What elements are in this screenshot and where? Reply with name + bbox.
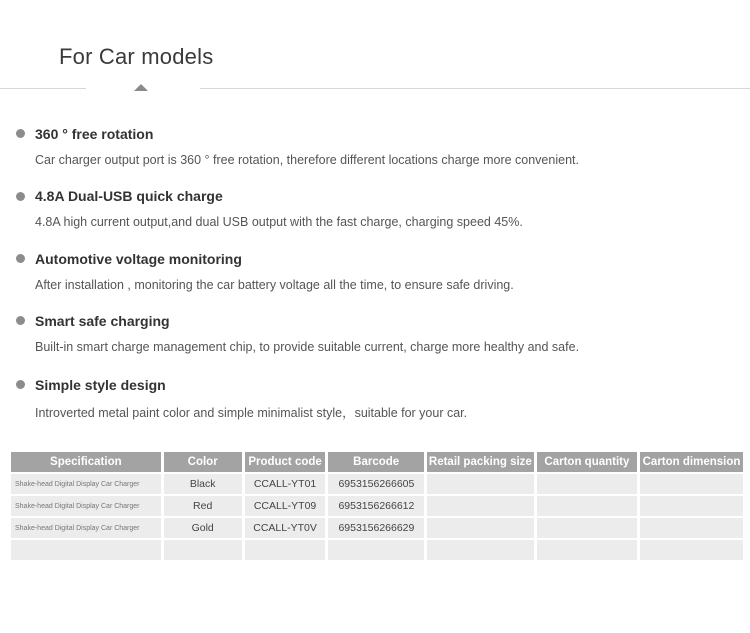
header-color: Color	[164, 452, 242, 472]
header-retail-packing-size: Retail packing size	[427, 452, 534, 472]
cell-barcode: 6953156266612	[328, 496, 423, 516]
feature-title: Smart safe charging	[35, 313, 170, 329]
section-title: For Car models	[59, 44, 214, 69]
cell-dim	[640, 518, 743, 538]
feature-description: 4.8A high current output,and dual USB output with the fast charge, charging speed 45%.	[35, 215, 523, 229]
cell-spec: Shake-head Digital Display Car Charger	[11, 496, 161, 516]
cell-code: CCALL-YT01	[245, 474, 326, 494]
cell-retail	[427, 474, 534, 494]
caret-up-icon	[134, 84, 148, 91]
feature-description: Built-in smart charge management chip, to provide suitable current, charge more healthy and safe.	[35, 340, 580, 354]
feature-description: Introverted metal paint color and simple minimalist style，suitable for your car.	[35, 406, 468, 420]
cell-dim	[640, 474, 743, 494]
spec-table	[8, 450, 746, 562]
section-divider-left	[0, 88, 86, 89]
header-carton-quantity: Carton quantity	[537, 452, 637, 472]
bullet-icon	[16, 129, 25, 138]
bullet-icon	[16, 192, 25, 201]
cell-barcode: 6953156266605	[328, 474, 423, 494]
table-row	[11, 474, 743, 494]
cell-qty	[537, 540, 637, 560]
feature-description: After installation , monitoring the car battery voltage all the time, to ensure safe driving.	[35, 278, 514, 292]
cell-code	[245, 540, 326, 560]
cell-code: CCALL-YT0V	[245, 518, 326, 538]
table-row	[11, 496, 743, 516]
feature-title: 4.8A Dual-USB quick charge	[35, 188, 223, 204]
cell-dim	[640, 540, 743, 560]
bullet-icon	[16, 380, 25, 389]
bullet-icon	[16, 254, 25, 263]
cell-code: CCALL-YT09	[245, 496, 326, 516]
cell-retail	[427, 540, 534, 560]
cell-color: Black	[164, 474, 242, 494]
cell-spec: Shake-head Digital Display Car Charger	[11, 518, 161, 538]
cell-qty	[537, 518, 637, 538]
section-divider-right	[200, 88, 750, 89]
feature-description: Car charger output port is 360 ° free rotation, therefore different locations charge more convenient.	[35, 153, 579, 167]
table-header-row	[11, 452, 743, 472]
feature-title: 360 ° free rotation	[35, 126, 154, 142]
cell-color: Gold	[164, 518, 242, 538]
feature-title: Automotive voltage monitoring	[35, 251, 242, 267]
table-row	[11, 540, 743, 560]
cell-qty	[537, 496, 637, 516]
header-specification: Specification	[11, 452, 161, 472]
cell-qty	[537, 474, 637, 494]
cell-retail	[427, 518, 534, 538]
cell-spec	[11, 540, 161, 560]
cell-retail	[427, 496, 534, 516]
feature-title: Simple style design	[35, 377, 166, 393]
cell-color	[164, 540, 242, 560]
table-row	[11, 518, 743, 538]
cell-spec: Shake-head Digital Display Car Charger	[11, 474, 161, 494]
header-product-code: Product code	[245, 452, 326, 472]
cell-barcode: 6953156266629	[328, 518, 423, 538]
cell-dim	[640, 496, 743, 516]
header-barcode: Barcode	[328, 452, 423, 472]
cell-barcode	[328, 540, 423, 560]
header-carton-dimension: Carton dimension	[640, 452, 743, 472]
cell-color: Red	[164, 496, 242, 516]
bullet-icon	[16, 316, 25, 325]
